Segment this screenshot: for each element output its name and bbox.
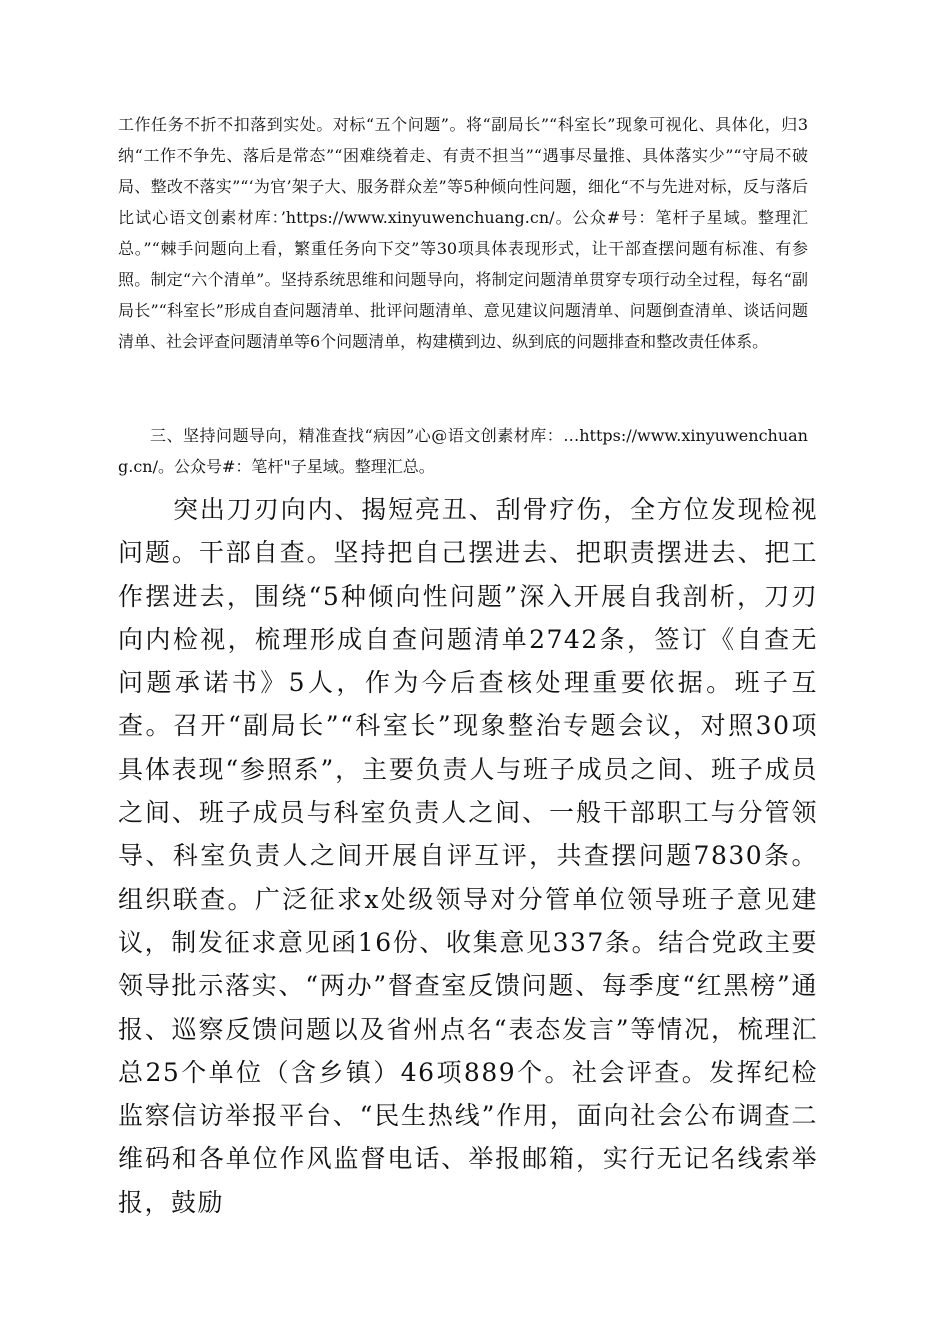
body-paragraph-main: 突出刀刃向内、揭短亮丑、刮骨疗伤，全方位发现检视问题。干部自查。坚持把自己摆进去、把职责摆进去、把工作摆进去，围绕“5种倾向性问题”深入开展自我剖析，刀刃向内检视，梳理形成自查问题清单2742条，签订《自查无问题承诺书》5人，作为今后查核处理重要依据。班子互查。召开“副局长”“科室长”现象整治专题会议，对照30项具体表现“参照系”，主要负责人与班子成员之间、班子成员之间、班子成员与科室负责人之间、一般干部职工与分管领导、科室负责人之间开展自评互评，共查摆问题7830条。组织联查。广泛征求x处级领导对分管单位领导班子意见建议，制发征求意见函16份、收集意见337条。结合党政主要领导批示落实、“两办”督查室反馈问题、每季度“红黑榜”通报、巡察反馈问题以及省州点名“表态发言”等情况，梳理汇总25个单位（含乡镇）46项889个。社会评查。发挥纪检监察信访举报平台、“民生热线”作用，面向社会公布调查二维码和各单位作风监督电话、举报邮箱，实行无记名线索举报，鼓励 [118,495,818,1217]
section-heading-three: 三、坚持问题导向，精准查找“病因”心@语文创素材库：…https://www.xinyuwenchuang.cn/。公众号#：笔杆"子星域。整理汇总。 [118,426,808,476]
body-paragraph-intro: 工作任务不折不扣落到实处。对标“五个问题”。将“副局长”“科室长”现象可视化、具体化，归3纳“工作不争先、落后是常态”“困难绕着走、有责不担当”“遇事尽量推、具体落实少”“守局不破局、整改不落实”“‘为官’架子大、服务群众差”等5种倾向性问题，细化“不与先进对标，反与落后比试心语文创素材库：’https://www.xinyuwenchuang.cn/。公众#号：笔杆子星域。整理汇总。”“棘手问题向上看，繁重任务向下交”等30项具体表现形式，让干部查摆问题有标准、有参照。制定“六个清单”。坚持系统思维和问题导向，将制定问题清单贯穿专项行动全过程，每名“副局长”“科室长”形成自查问题清单、批评问题清单、意见建议问题清单、问题倒查清单、谈话问题清单、社会评查问题清单等6个问题清单，构建横到边、纵到底的问题排查和整改责任体系。 [118,115,808,351]
